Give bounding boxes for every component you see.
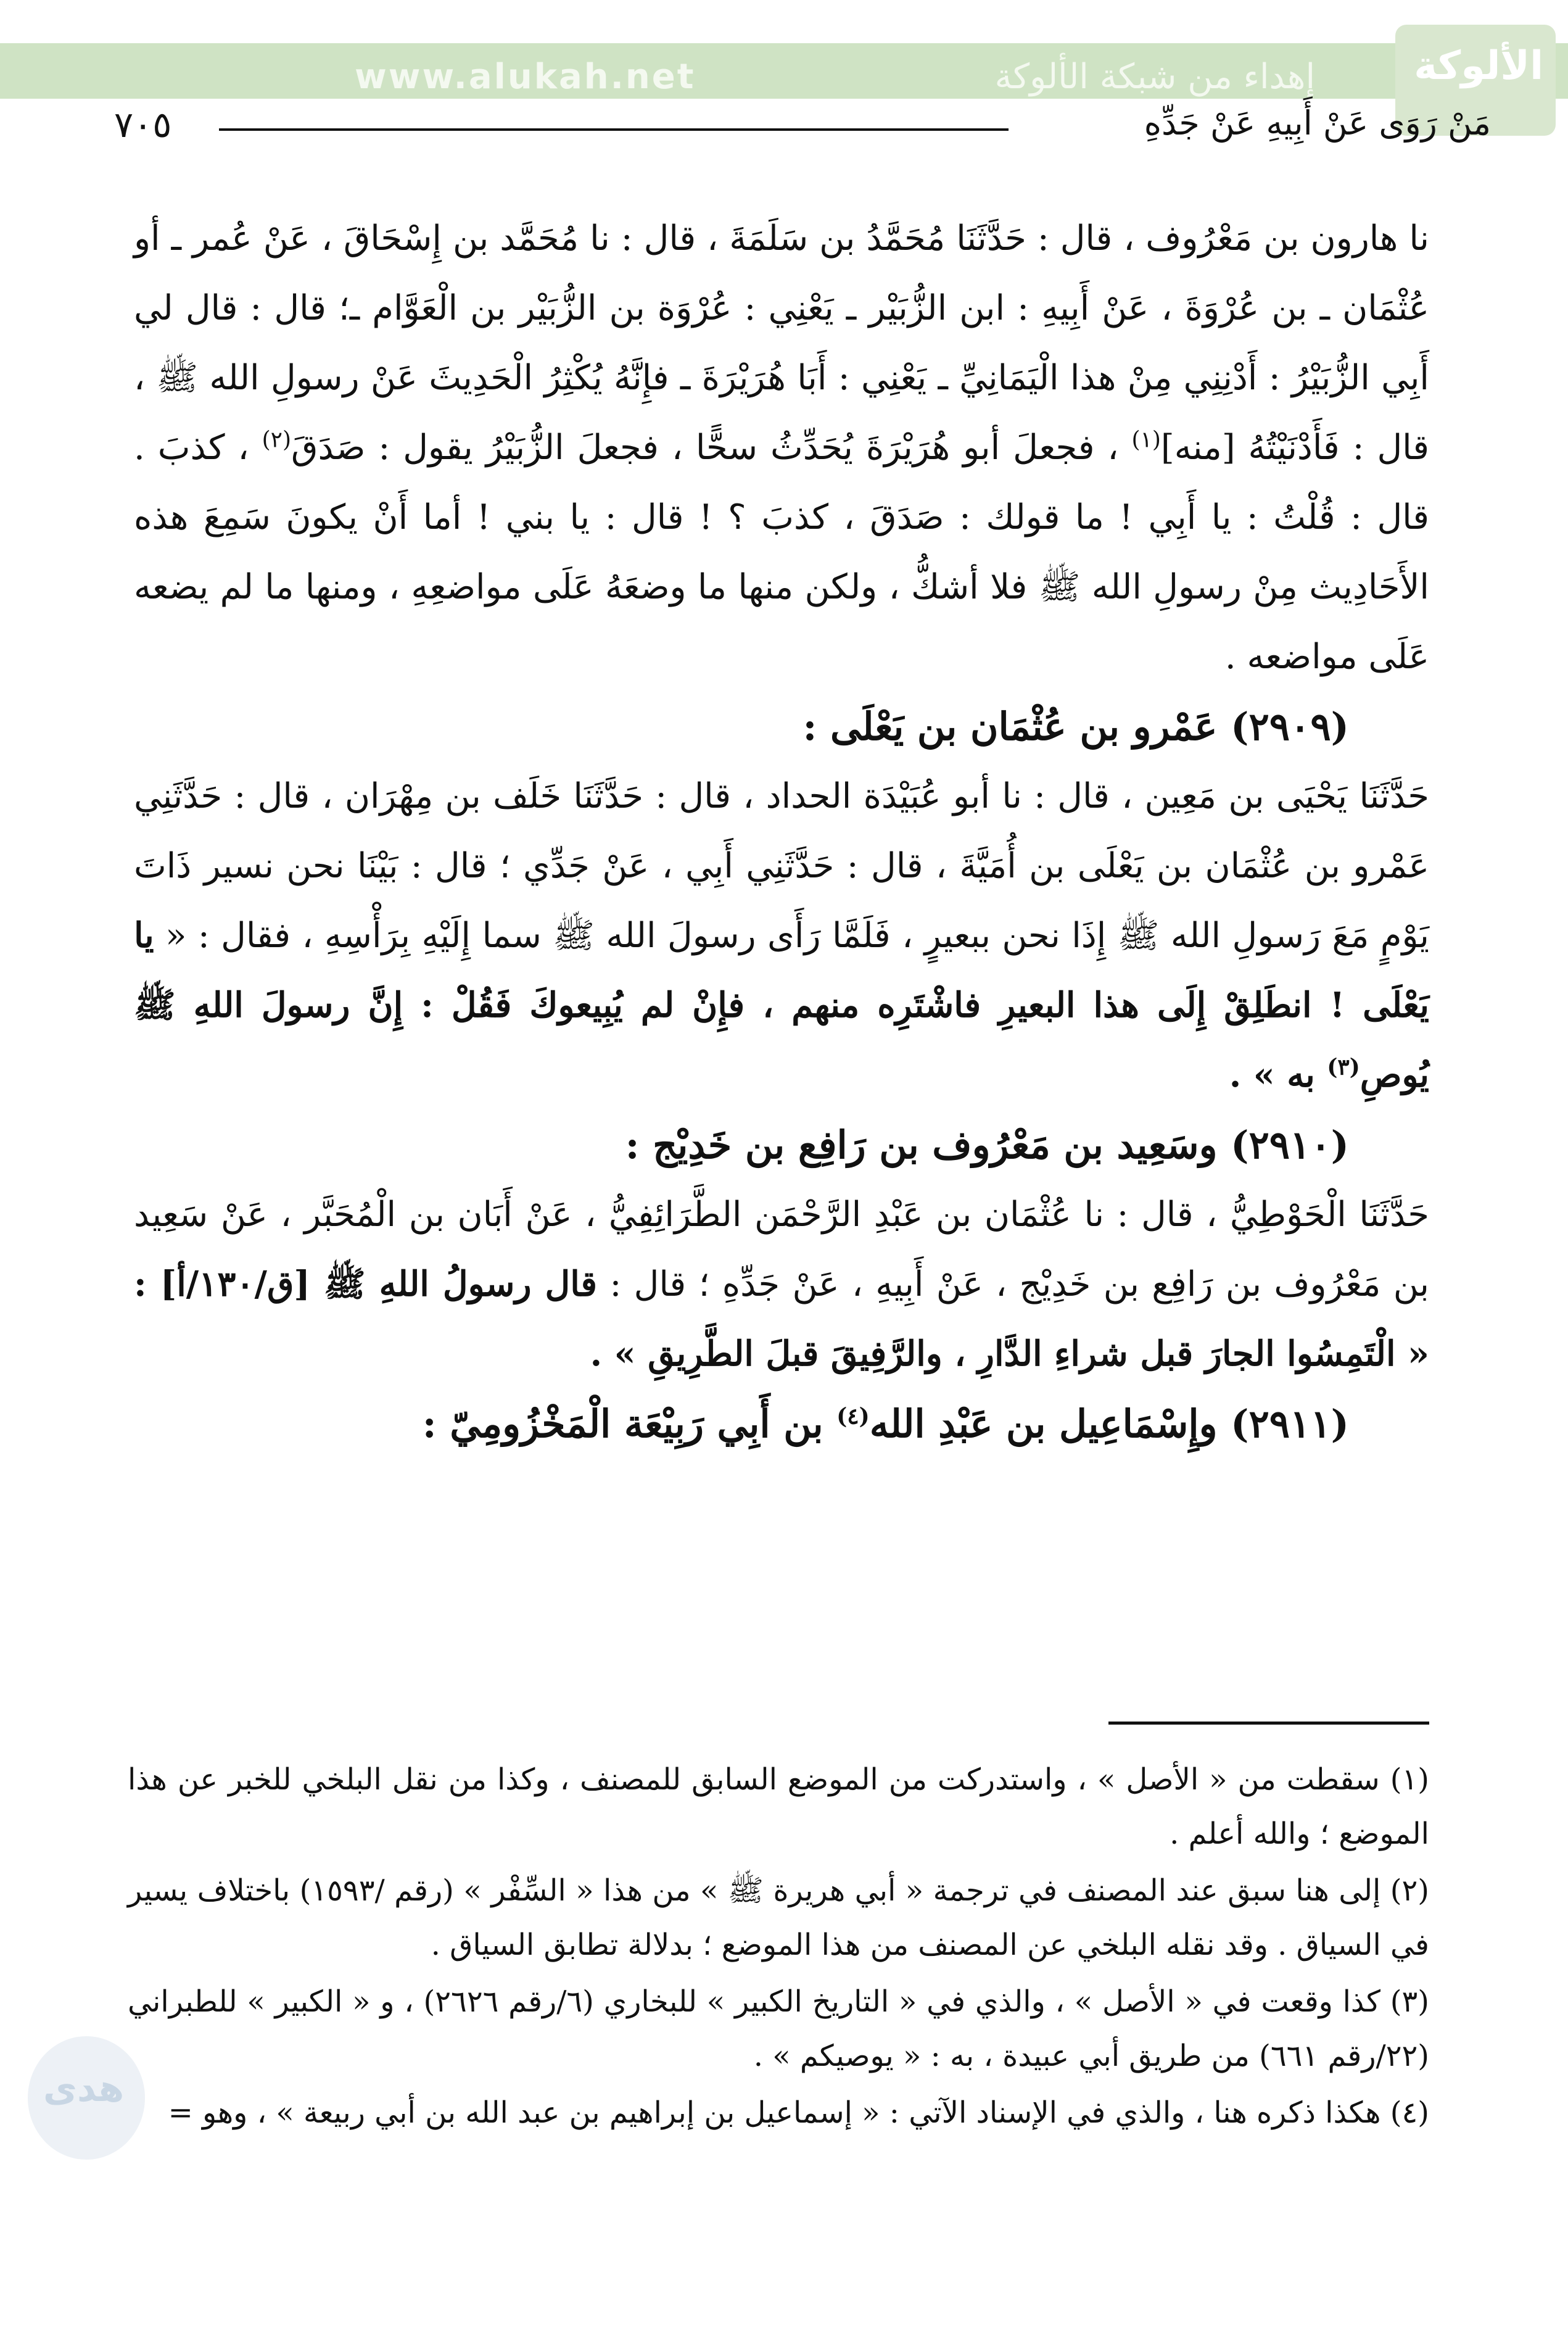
- publisher-logo-text: ﻫﺪﻯ: [43, 2067, 125, 2110]
- text-segment: ، كذبَ . قال : قُلْتُ : يا أَبِي ! ما قولك : صَدَقَ ، كذبَ ؟ ! قال : يا بني ! أما أَنْ يكونَ سَمِعَ هذه الأَحَادِيث مِنْ رسولِ الله ﷺ فلا أشكُّ ، ولكن منها ما وضعَهُ عَلَى مواضعِهِ ، ومنها ما لم يضعه عَلَى مواضعه .: [134, 428, 1429, 677]
- footnote-ref-1: (١): [1131, 427, 1161, 453]
- watermark-banner: [0, 43, 1568, 99]
- paragraph-2910: [134, 1180, 1429, 1389]
- text-segment: (٢٩١١) وإِسْمَاعِيل بن عَبْدِ الله: [869, 1401, 1349, 1446]
- footnote-ref-3: (٣): [1327, 1054, 1360, 1080]
- text-segment: بن أَبِي رَبِيْعَة الْمَخْزُومِيّ :: [422, 1401, 837, 1446]
- footnote-1: (١) سقطت من « الأصل » ، واستدركت من الموضع السابق للمصنف ، وكذا من نقل البلخي للخبر عن هذا الموضع ؛ والله أعلم .: [128, 1762, 1429, 1851]
- paragraph-2908: [134, 204, 1429, 692]
- main-text: [134, 204, 1429, 1459]
- text-segment: ، فجعلَ أبو هُرَيْرَةَ يُحَدِّثُ سحًّا ، فجعلَ الزُّبَيْرُ يقول : صَدَقَ: [291, 428, 1132, 468]
- hadith-text: قال رسولُ اللهِ ﷺ [ق/١٣٠/أ] : « الْتَمِسُوا الجارَ قبل شراءِ الدَّارِ ، والرَّفِيقَ قبلَ الطَّرِيقِ » .: [134, 1264, 1429, 1374]
- text-segment: حَدَّثَنَا يَحْيَى بن مَعِين ، قال : نا أبو عُبَيْدَة الحداد ، قال : حَدَّثَنَا خَلَف بن مِهْرَان ، قال : حَدَّثَنِي عَمْرو بن عُثْمَان بن يَعْلَى بن أُمَيَّةَ ، قال : حَدَّثَنِي أَبِي ، عَنْ جَدِّي ؛ قال : بَيْنَا نحن نسير ذَاتَ يَوْمٍ مَعَ رَسولِ الله ﷺ إِذَا نحن ببعيرٍ ، فَلَمَّا رَأَى رسولَ الله ﷺ سما إِلَيْهِ بِرَأْسِهِ ، فقال : «: [134, 776, 1429, 956]
- footnote-4: (٤) هكذا ذكره هنا ، والذي في الإسناد الآتي : « إسماعيل بن إبراهيم بن عبد الله بن أبي ربيعة » ، وهو =: [168, 2095, 1429, 2130]
- footnote-ref-2: (٢): [262, 427, 291, 453]
- entry-title-2909: (٢٩٠٩) عَمْرو بن عُثْمَان بن يَعْلَى :: [803, 704, 1349, 749]
- footnotes: [128, 1752, 1429, 2142]
- entry-title-2910: (٢٩١٠) وسَعِيد بن مَعْرُوف بن رَافِع بن خَدِيْج :: [625, 1122, 1349, 1167]
- text-segment: به » .: [1229, 1055, 1327, 1095]
- text-segment: نا هارون بن مَعْرُوف ، قال : حَدَّثَنَا مُحَمَّدُ بن سَلَمَةَ ، قال : نا مُحَمَّد بن إِسْحَاقَ ، عَنْ عُمر ـ أو عُثْمَان ـ بن عُرْوَةَ ، عَنْ أَبِيهِ : ابن الزُّبَيْر ـ يَعْنِي : عُرْوَة بن الزُّبَيْر بن الْعَوَّام ـ؛ قال : قال لي أَبِي الزُّبَيْرُ : أَدْنِنِي مِنْ هذا الْيَمَانِيِّ ـ يَعْنِي : أَبَا هُرَيْرَةَ ـ فإِنَّهُ يُكْثِرُ الْحَدِيثَ عَنْ رسولِ الله ﷺ ، قال : فَأَدْنَيْتُهُ [منه]: [134, 218, 1430, 468]
- watermark-url: www.alukah.net: [355, 57, 696, 97]
- text-segment: حَدَّثَنَا الْحَوْطِيُّ ، قال : نا عُثْمَان بن عَبْدِ الرَّحْمَن الطَّرَائِفِيُّ ، عَنْ أَبَان بن الْمُحَبَّر ، عَنْ سَعِيد بن مَعْرُوف بن رَافِع بن خَدِيْج ، عَنْ أَبِيهِ ، عَنْ جَدِّهِ ؛ قال :: [134, 1195, 1429, 1304]
- paragraph-2909: [134, 761, 1429, 1110]
- header-rule: [219, 128, 1009, 131]
- footnote-2: (٢) إلى هنا سبق عند المصنف في ترجمة « أبي هريرة ﷺ » من هذا « السِّفْر » (رقم /١٥٩٣) باختلاف يسير في السياق . وقد نقله البلخي عن المصنف من هذا الموضع ؛ بدلالة تطابق السياق .: [128, 1873, 1429, 1962]
- watermark-text: إهداء من شبكة الألوكة: [994, 57, 1315, 97]
- footnote-3: (٣) كذا وقعت في « الأصل » ، والذي في « التاريخ الكبير » للبخاري (٦/رقم ٢٦٢٦) ، و « الكبير » للطبراني (٢٢/رقم ٦٦١) من طريق أبي عبيدة ، به : « يوصيكم » .: [128, 1984, 1429, 2073]
- hadith-text: يا يَعْلَى ! انطَلِقْ إِلَى هذا البعيرِ فاشْتَرِه منهم ، فإِنْ لم يُبِيعوكَ فَقُلْ : إِنَّ رسولَ اللهِ ﷺ يُوصِ: [134, 915, 1429, 1095]
- entry-title-2911: [134, 1389, 1429, 1459]
- running-head: مَنْ رَوَى عَنْ أَبِيهِ عَنْ جَدِّهِ: [1144, 104, 1491, 143]
- alukah-logo-text: الألوكة: [1414, 43, 1543, 89]
- footnote-ref-4: (٤): [836, 1403, 870, 1430]
- footnote-rule: [1108, 1722, 1429, 1725]
- page-number: ٧٠٥: [114, 104, 172, 146]
